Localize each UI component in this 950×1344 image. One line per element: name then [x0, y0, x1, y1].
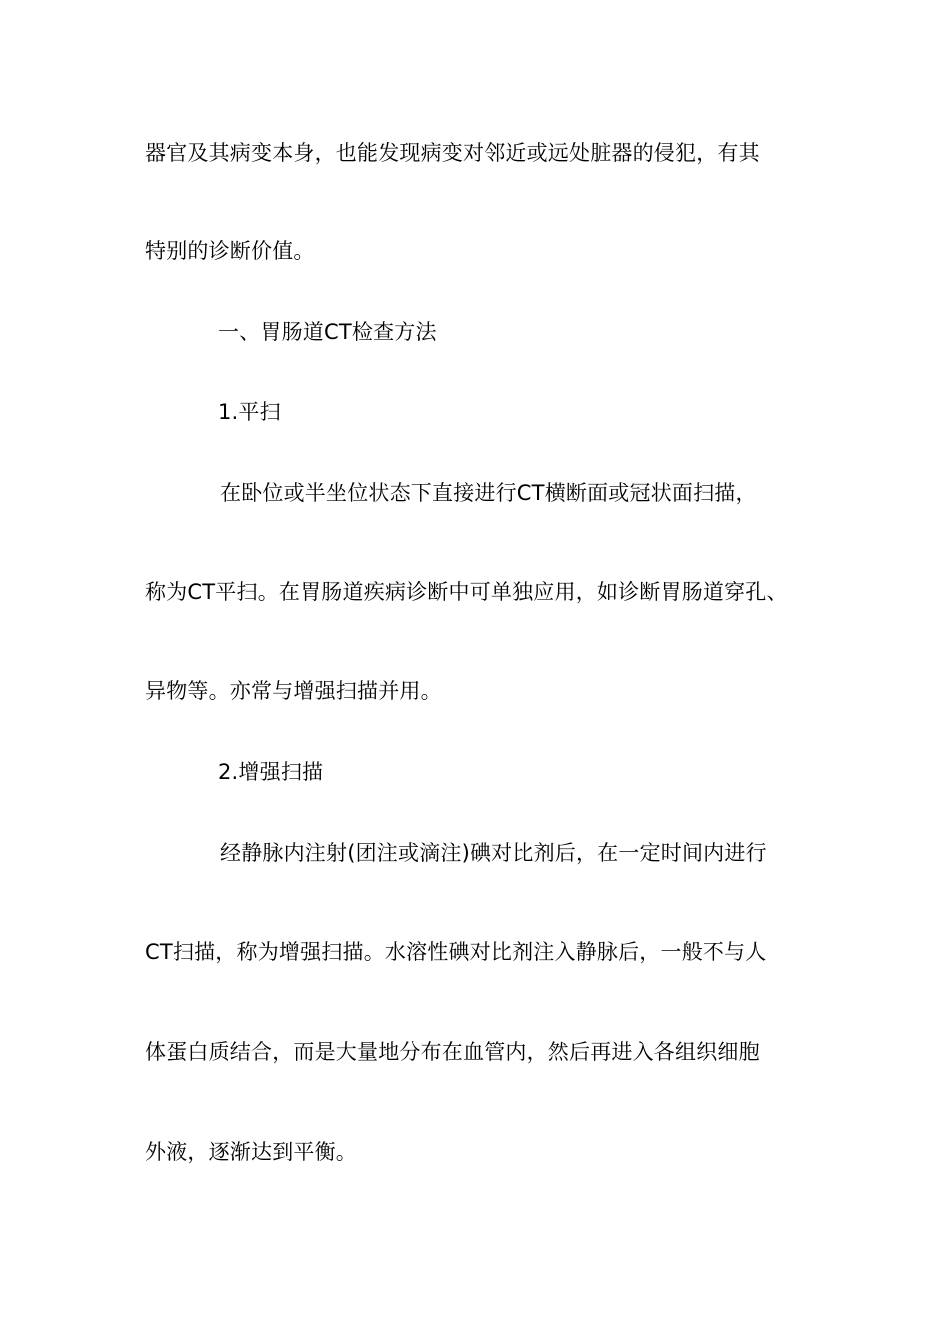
paragraph-line: 外液，逐渐达到平衡。	[145, 1140, 357, 1164]
subsection-heading: 2.增强扫描	[218, 760, 324, 784]
paragraph-line: 体蛋白质结合，而是大量地分布在血管内，然后再进入各组织细胞	[145, 1040, 760, 1064]
paragraph-line: 经静脉内注射(团注或滴注)碘对比剂后，在一定时间内进行	[220, 841, 767, 865]
paragraph-line: CT扫描，称为增强扫描。水溶性碘对比剂注入静脉后，一般不与人	[145, 940, 767, 964]
paragraph-line: 称为CT平扫。在胃肠道疾病诊断中可单独应用，如诊断胃肠道穿孔、	[145, 580, 788, 604]
paragraph-line: 异物等。亦常与增强扫描并用。	[145, 679, 442, 703]
subsection-heading: 1.平扫	[218, 400, 281, 424]
paragraph-line: 在卧位或半坐位状态下直接进行CT横断面或冠状面扫描，	[220, 481, 757, 505]
paragraph-line: 特别的诊断价值。	[145, 239, 315, 263]
section-heading: 一、胃肠道CT检查方法	[218, 320, 437, 344]
paragraph-line: 器官及其病变本身，也能发现病变对邻近或远处脏器的侵犯，有其	[145, 141, 760, 165]
